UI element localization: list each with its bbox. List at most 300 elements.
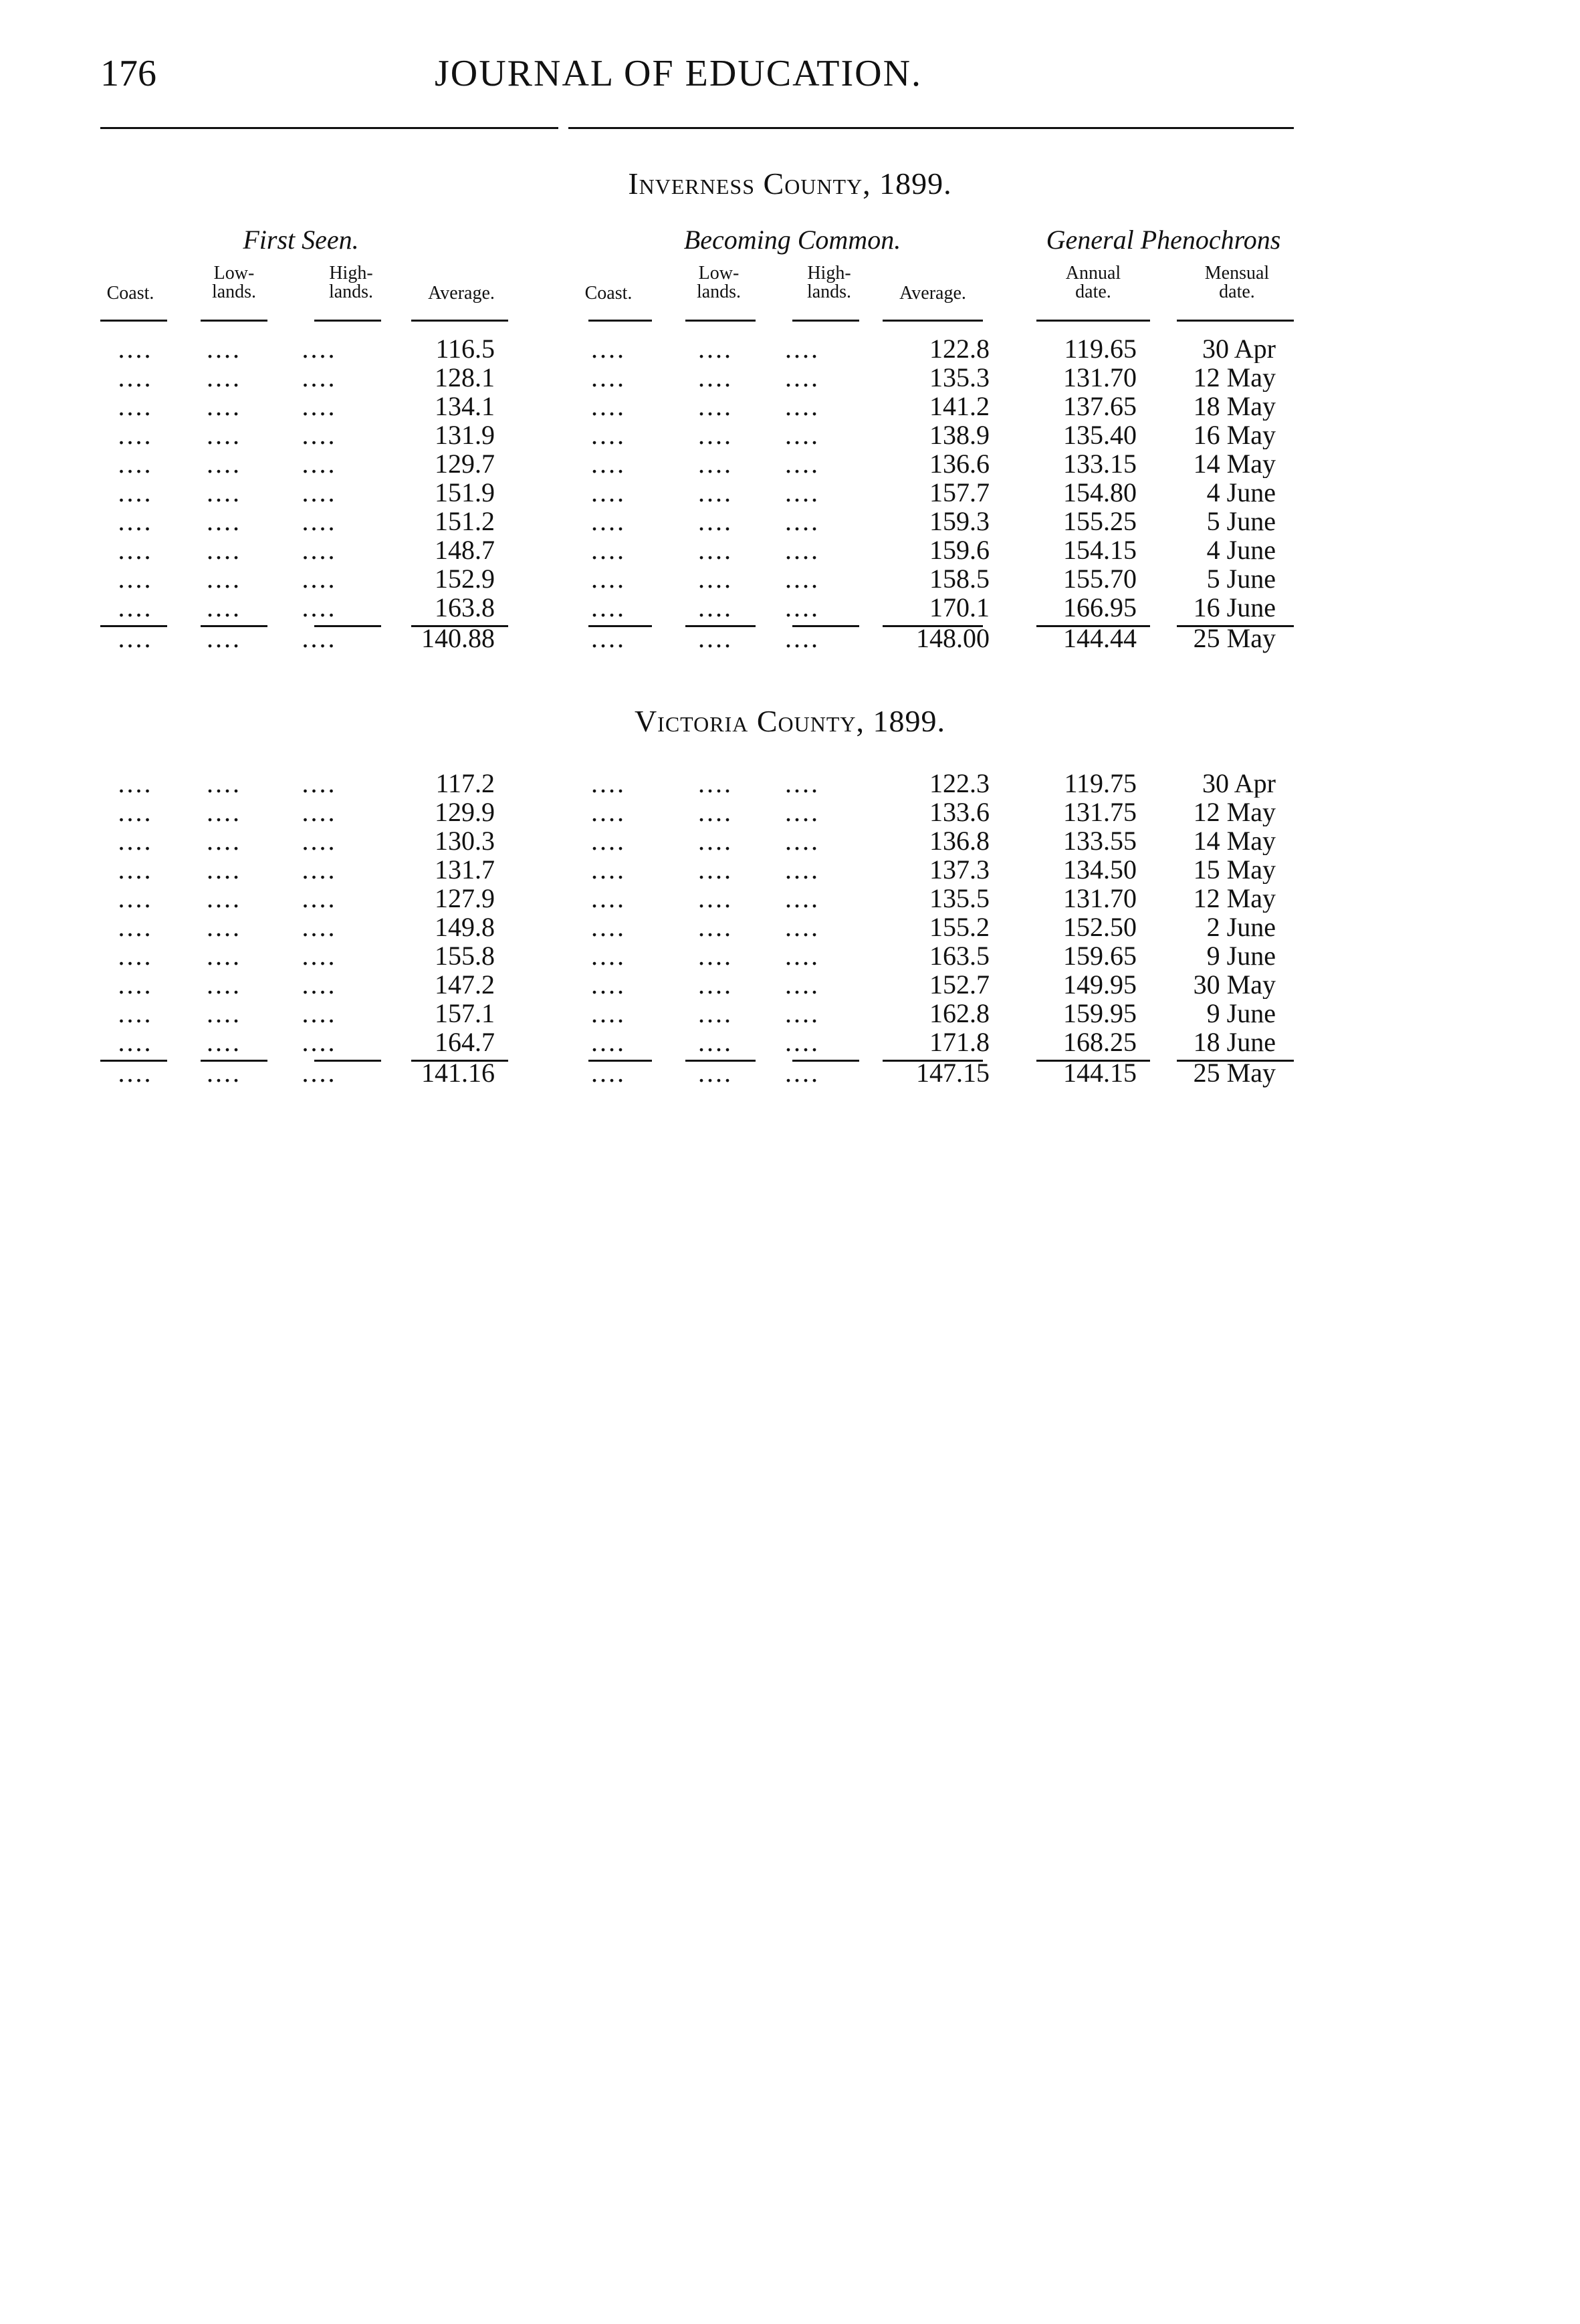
mensual-date: 16 May [1193, 421, 1276, 449]
highlands-value: .... [302, 999, 337, 1028]
becoming-common-average: 158.5 [929, 564, 990, 593]
coast-value: .... [118, 1058, 153, 1088]
becoming-common-average: 155.2 [929, 913, 990, 941]
lowlands-value: .... [698, 798, 733, 826]
highlands-value: .... [785, 941, 820, 970]
lowlands-value: .... [698, 564, 733, 593]
mensual-date: 4 June [1206, 478, 1276, 507]
lowlands-value: .... [207, 334, 241, 363]
coast-value: .... [118, 941, 153, 970]
lowlands-value: .... [698, 826, 733, 855]
highlands-value: .... [785, 798, 820, 826]
lowlands-value: .... [698, 1028, 733, 1056]
first-seen-average: 131.7 [435, 855, 495, 884]
table-row [0, 363, 1580, 392]
group-becoming-common: Becoming Common. [683, 225, 901, 255]
total-rule [201, 625, 267, 627]
spacer [0, 855, 100, 884]
coast-value: .... [118, 593, 153, 622]
inverness-table [0, 334, 1580, 655]
annual-date: 159.65 [1063, 941, 1137, 970]
spacer [0, 1056, 100, 1090]
lowlands-value: .... [207, 999, 241, 1028]
spacer [495, 564, 548, 593]
lowlands-value: .... [207, 593, 241, 622]
total-rule [411, 625, 508, 627]
highlands-value: .... [302, 421, 337, 449]
coast-value: .... [118, 1028, 153, 1056]
heading-rule [314, 320, 381, 322]
spacer [1276, 855, 1580, 884]
heading-rule [1177, 320, 1294, 322]
coast-value: .... [591, 564, 626, 593]
col-highlands: High- lands. [806, 263, 852, 302]
spacer [495, 855, 548, 884]
mensual-date: 30 Apr [1202, 769, 1276, 798]
coast-value: .... [591, 941, 626, 970]
coast-value: .... [591, 392, 626, 421]
lowlands-value: .... [698, 392, 733, 421]
lowlands-value: .... [698, 507, 733, 536]
mensual-date: 4 June [1206, 536, 1276, 564]
coast-value: .... [591, 769, 626, 798]
spacer [0, 334, 100, 363]
first-seen-average: 134.1 [435, 392, 495, 421]
spacer [495, 884, 548, 913]
highlands-value: .... [785, 334, 820, 363]
table-row [0, 564, 1580, 593]
header-rule [568, 127, 1294, 129]
spacer [1276, 593, 1580, 622]
lowlands-value: .... [207, 536, 241, 564]
mensual-date: 30 Apr [1202, 334, 1276, 363]
annual-date: 131.70 [1063, 884, 1137, 913]
highlands-value: .... [302, 363, 337, 392]
table-row [0, 478, 1580, 507]
becoming-common-average: 122.8 [929, 334, 990, 363]
coast-value: .... [591, 1028, 626, 1056]
col-average: Average. [899, 283, 966, 304]
spacer [0, 970, 100, 999]
heading-rule [411, 320, 508, 322]
lowlands-value: .... [698, 769, 733, 798]
total-rule [1036, 1060, 1150, 1062]
becoming-common-average: 137.3 [929, 855, 990, 884]
lowlands-value: .... [207, 363, 241, 392]
spacer [0, 622, 100, 655]
col-coast: Coast. [106, 283, 154, 304]
highlands-value: .... [785, 970, 820, 999]
group-general-phenochrons: General Phenochrons [1046, 225, 1281, 255]
lowlands-value: .... [698, 363, 733, 392]
highlands-value: .... [785, 826, 820, 855]
highlands-value: .... [302, 970, 337, 999]
col-mensual-date: Mensual date. [1204, 263, 1270, 302]
table-row [0, 449, 1580, 478]
total-rule [685, 1060, 756, 1062]
table-row [0, 421, 1580, 449]
col-lowlands: Low- lands. [211, 263, 257, 302]
spacer [1276, 913, 1580, 941]
total-rule [1177, 625, 1294, 627]
annual-date: 131.75 [1063, 798, 1137, 826]
highlands-value: .... [785, 855, 820, 884]
mensual-date: 12 May [1193, 798, 1276, 826]
journal-title: JOURNAL OF EDUCATION. [435, 53, 923, 94]
lowlands-value: .... [698, 913, 733, 941]
table-row [0, 941, 1580, 970]
spacer [1276, 1056, 1580, 1090]
heading-rule [100, 320, 167, 322]
spacer [0, 1028, 100, 1056]
total-rule [314, 625, 381, 627]
total-rule [201, 1060, 267, 1062]
coast-value: .... [591, 507, 626, 536]
coast-value: .... [118, 536, 153, 564]
highlands-value: .... [302, 507, 337, 536]
table-row [0, 855, 1580, 884]
first-seen-average: 117.2 [435, 769, 495, 798]
coast-value: .... [591, 884, 626, 913]
coast-value: .... [591, 421, 626, 449]
col-lowlands: Low- lands. [696, 263, 742, 302]
coast-value: .... [591, 623, 626, 653]
col-highlands: High- lands. [328, 263, 374, 302]
becoming-common-average: 148.00 [916, 623, 990, 653]
coast-value: .... [591, 913, 626, 941]
table-row [0, 999, 1580, 1028]
spacer [1276, 999, 1580, 1028]
coast-value: .... [591, 478, 626, 507]
coast-value: .... [591, 826, 626, 855]
first-seen-average: 130.3 [435, 826, 495, 855]
heading-rule [1036, 320, 1150, 322]
spacer [1276, 334, 1580, 363]
first-seen-average: 151.2 [435, 507, 495, 536]
first-seen-average: 147.2 [435, 970, 495, 999]
spacer [0, 941, 100, 970]
coast-value: .... [591, 970, 626, 999]
coast-value: .... [118, 769, 153, 798]
annual-date: 149.95 [1063, 970, 1137, 999]
mensual-date: 5 June [1206, 564, 1276, 593]
total-rule [100, 625, 167, 627]
mensual-date: 2 June [1206, 913, 1276, 941]
table-row [0, 392, 1580, 421]
first-seen-average: 155.8 [435, 941, 495, 970]
spacer [1276, 507, 1580, 536]
first-seen-average: 141.16 [421, 1058, 495, 1088]
mensual-date: 12 May [1193, 884, 1276, 913]
annual-date: 135.40 [1063, 421, 1137, 449]
highlands-value: .... [785, 564, 820, 593]
highlands-value: .... [785, 392, 820, 421]
first-seen-average: 151.9 [435, 478, 495, 507]
mensual-date: 30 May [1193, 970, 1276, 999]
spacer [1276, 1028, 1580, 1056]
becoming-common-average: 138.9 [929, 421, 990, 449]
table-row [0, 334, 1580, 363]
lowlands-value: .... [207, 421, 241, 449]
spacer [1276, 884, 1580, 913]
lowlands-value: .... [207, 1028, 241, 1056]
highlands-value: .... [302, 392, 337, 421]
lowlands-value: .... [698, 970, 733, 999]
first-seen-average: 127.9 [435, 884, 495, 913]
highlands-value: .... [785, 507, 820, 536]
mensual-date: 25 May [1193, 1058, 1276, 1088]
victoria-table [0, 769, 1580, 1090]
total-rule [883, 1060, 983, 1062]
spacer [0, 421, 100, 449]
lowlands-value: .... [207, 855, 241, 884]
coast-value: .... [118, 334, 153, 363]
annual-date: 137.65 [1063, 392, 1137, 421]
mensual-date: 9 June [1206, 941, 1276, 970]
lowlands-value: .... [207, 623, 241, 653]
table-row [0, 536, 1580, 564]
coast-value: .... [118, 798, 153, 826]
heading-rule [201, 320, 267, 322]
becoming-common-average: 141.2 [929, 392, 990, 421]
annual-date: 131.70 [1063, 363, 1137, 392]
coast-value: .... [118, 392, 153, 421]
spacer [1276, 970, 1580, 999]
heading-rule [588, 320, 652, 322]
mensual-date: 14 May [1193, 826, 1276, 855]
spacer [1276, 941, 1580, 970]
spacer [0, 999, 100, 1028]
total-rule [1177, 1060, 1294, 1062]
highlands-value: .... [302, 564, 337, 593]
becoming-common-average: 122.3 [929, 769, 990, 798]
lowlands-value: .... [207, 478, 241, 507]
annual-date: 119.75 [1064, 769, 1137, 798]
total-rule [792, 1060, 859, 1062]
heading-rule [883, 320, 983, 322]
annual-date: 144.15 [1063, 1058, 1137, 1088]
spacer [0, 536, 100, 564]
annual-date: 134.50 [1063, 855, 1137, 884]
highlands-value: .... [302, 334, 337, 363]
highlands-value: .... [302, 769, 337, 798]
annual-date: 159.95 [1063, 999, 1137, 1028]
coast-value: .... [118, 970, 153, 999]
total-rule [792, 625, 859, 627]
spacer [495, 507, 548, 536]
highlands-value: .... [785, 623, 820, 653]
spacer [1276, 622, 1580, 655]
becoming-common-average: 162.8 [929, 999, 990, 1028]
becoming-common-average: 159.6 [929, 536, 990, 564]
heading-rule [685, 320, 756, 322]
spacer [0, 798, 100, 826]
table-row [0, 507, 1580, 536]
table-row [0, 1028, 1580, 1056]
spacer [1276, 536, 1580, 564]
coast-value: .... [591, 593, 626, 622]
highlands-value: .... [302, 449, 337, 478]
lowlands-value: .... [698, 536, 733, 564]
coast-value: .... [591, 449, 626, 478]
coast-value: .... [591, 855, 626, 884]
lowlands-value: .... [207, 769, 241, 798]
coast-value: .... [591, 798, 626, 826]
coast-value: .... [591, 1058, 626, 1088]
spacer [0, 884, 100, 913]
lowlands-value: .... [207, 913, 241, 941]
spacer [495, 536, 548, 564]
total-rule [685, 625, 756, 627]
section-title: Victoria County, 1899. [634, 704, 946, 738]
total-rule [588, 625, 652, 627]
mensual-date: 5 June [1206, 507, 1276, 536]
spacer [495, 798, 548, 826]
coast-value: .... [591, 363, 626, 392]
lowlands-value: .... [207, 798, 241, 826]
highlands-value: .... [785, 363, 820, 392]
first-seen-average: 149.8 [435, 913, 495, 941]
annual-date: 166.95 [1063, 593, 1137, 622]
coast-value: .... [591, 999, 626, 1028]
becoming-common-average: 136.8 [929, 826, 990, 855]
spacer [1276, 449, 1580, 478]
total-rule [314, 1060, 381, 1062]
becoming-common-average: 170.1 [929, 593, 990, 622]
header-rule [100, 127, 558, 129]
annual-date: 133.15 [1063, 449, 1137, 478]
mensual-date: 12 May [1193, 363, 1276, 392]
coast-value: .... [118, 623, 153, 653]
table-row [0, 884, 1580, 913]
becoming-common-average: 135.5 [929, 884, 990, 913]
first-seen-average: 116.5 [435, 334, 495, 363]
spacer [495, 363, 548, 392]
highlands-value: .... [302, 913, 337, 941]
total-rule [588, 1060, 652, 1062]
annual-date: 154.80 [1063, 478, 1137, 507]
lowlands-value: .... [698, 855, 733, 884]
spacer [0, 507, 100, 536]
spacer [495, 826, 548, 855]
becoming-common-average: 171.8 [929, 1028, 990, 1056]
first-seen-average: 140.88 [421, 623, 495, 653]
lowlands-value: .... [207, 941, 241, 970]
becoming-common-average: 147.15 [916, 1058, 990, 1088]
highlands-value: .... [302, 855, 337, 884]
total-rule [1036, 625, 1150, 627]
highlands-value: .... [785, 421, 820, 449]
lowlands-value: .... [698, 884, 733, 913]
annual-date: 155.25 [1063, 507, 1137, 536]
lowlands-value: .... [207, 826, 241, 855]
first-seen-average: 129.7 [435, 449, 495, 478]
highlands-value: .... [785, 884, 820, 913]
first-seen-average: 148.7 [435, 536, 495, 564]
mensual-date: 18 May [1193, 392, 1276, 421]
total-rule [100, 1060, 167, 1062]
spacer [0, 913, 100, 941]
coast-value: .... [118, 363, 153, 392]
annual-date: 133.55 [1063, 826, 1137, 855]
highlands-value: .... [785, 1058, 820, 1088]
highlands-value: .... [785, 536, 820, 564]
first-seen-average: 164.7 [435, 1028, 495, 1056]
annual-date: 154.15 [1063, 536, 1137, 564]
highlands-value: .... [785, 913, 820, 941]
lowlands-value: .... [698, 999, 733, 1028]
coast-value: .... [118, 826, 153, 855]
coast-value: .... [118, 449, 153, 478]
first-seen-average: 163.8 [435, 593, 495, 622]
highlands-value: .... [785, 449, 820, 478]
group-first-seen: First Seen. [243, 225, 359, 255]
becoming-common-average: 159.3 [929, 507, 990, 536]
spacer [495, 593, 548, 622]
highlands-value: .... [302, 478, 337, 507]
mensual-date: 16 June [1193, 593, 1276, 622]
highlands-value: .... [785, 593, 820, 622]
highlands-value: .... [302, 1028, 337, 1056]
spacer [495, 999, 548, 1028]
coast-value: .... [118, 421, 153, 449]
highlands-value: .... [302, 593, 337, 622]
spacer [1276, 363, 1580, 392]
highlands-value: .... [785, 478, 820, 507]
spacer [495, 449, 548, 478]
spacer [495, 421, 548, 449]
becoming-common-average: 136.6 [929, 449, 990, 478]
heading-rule [792, 320, 859, 322]
annual-date: 168.25 [1063, 1028, 1137, 1056]
coast-value: .... [591, 334, 626, 363]
lowlands-value: .... [698, 623, 733, 653]
coast-value: .... [118, 855, 153, 884]
spacer [495, 970, 548, 999]
section-title: Inverness County, 1899. [628, 166, 952, 201]
becoming-common-average: 157.7 [929, 478, 990, 507]
first-seen-average: 129.9 [435, 798, 495, 826]
highlands-value: .... [302, 941, 337, 970]
mensual-date: 9 June [1206, 999, 1276, 1028]
lowlands-value: .... [698, 593, 733, 622]
becoming-common-average: 133.6 [929, 798, 990, 826]
lowlands-value: .... [207, 449, 241, 478]
coast-value: .... [118, 884, 153, 913]
spacer [495, 392, 548, 421]
table-row [0, 826, 1580, 855]
coast-value: .... [118, 999, 153, 1028]
col-annual-date: Annual date. [1065, 263, 1121, 302]
becoming-common-average: 152.7 [929, 970, 990, 999]
first-seen-average: 152.9 [435, 564, 495, 593]
total-rule [883, 625, 983, 627]
spacer [1276, 798, 1580, 826]
mensual-date: 15 May [1193, 855, 1276, 884]
lowlands-value: .... [698, 1058, 733, 1088]
coast-value: .... [118, 913, 153, 941]
spacer [1276, 421, 1580, 449]
coast-value: .... [591, 536, 626, 564]
first-seen-average: 131.9 [435, 421, 495, 449]
highlands-value: .... [302, 536, 337, 564]
highlands-value: .... [302, 884, 337, 913]
highlands-value: .... [785, 999, 820, 1028]
coast-value: .... [118, 564, 153, 593]
spacer [0, 769, 100, 798]
mensual-date: 14 May [1193, 449, 1276, 478]
mensual-date: 18 June [1193, 1028, 1276, 1056]
